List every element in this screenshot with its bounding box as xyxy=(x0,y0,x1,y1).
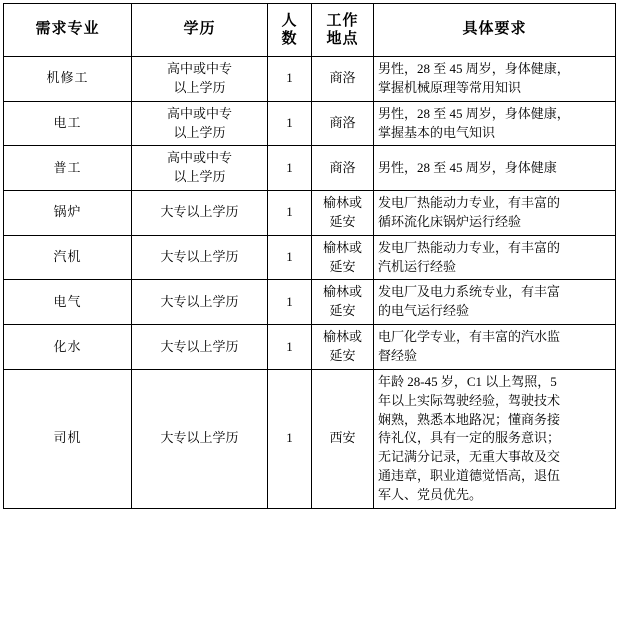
table-body xyxy=(4,57,616,509)
cell-major: 普工 xyxy=(4,146,132,191)
cell-education-line1: 大专以上学历 xyxy=(160,338,239,354)
cell-major: 司机 xyxy=(4,369,132,508)
requirement-line: 的电气运行经验 xyxy=(378,303,470,319)
cell-location-line1: 商洛 xyxy=(329,159,356,175)
header-major: 需求专业 xyxy=(4,4,132,57)
cell-count: 1 xyxy=(268,325,312,370)
header-count-line1: 人 xyxy=(281,13,298,29)
cell-education-line1: 高中或中专 xyxy=(166,61,232,76)
cell-location xyxy=(312,191,374,236)
header-requirements: 具体要求 xyxy=(374,4,616,57)
cell-location-line2: 延安 xyxy=(329,258,356,274)
requirement-line: 发电厂及电力系统专业，有丰富 xyxy=(378,284,561,300)
table-row xyxy=(4,235,616,280)
table-row xyxy=(4,191,616,236)
requirement-line: 汽机运行经验 xyxy=(378,258,457,274)
requirement-line: 电厂化学专业，有丰富的汽水监 xyxy=(378,329,561,345)
cell-count: 1 xyxy=(268,146,312,191)
cell-requirements xyxy=(374,146,616,191)
cell-count: 1 xyxy=(268,369,312,508)
cell-education xyxy=(132,325,268,370)
requirement-line: 娴熟，熟悉本地路况；懂商务接 xyxy=(378,411,561,427)
requirement-line: 男性，28 至 45 周岁，身体健康 xyxy=(378,159,557,175)
cell-education xyxy=(132,101,268,146)
table-header xyxy=(4,4,616,57)
cell-location xyxy=(312,146,374,191)
cell-location-line1: 榆林或 xyxy=(322,329,362,345)
cell-requirements xyxy=(374,325,616,370)
cell-count: 1 xyxy=(268,191,312,236)
requirement-line: 循环流化床锅炉运行经验 xyxy=(378,213,522,229)
cell-education-line1: 大专以上学历 xyxy=(160,249,239,265)
cell-location-line2: 延安 xyxy=(329,213,356,229)
cell-location-line1: 榆林或 xyxy=(322,239,362,255)
requirement-line: 军人、党员优先。 xyxy=(378,486,483,502)
header-count-line2: 数 xyxy=(281,31,298,47)
cell-count: 1 xyxy=(268,57,312,102)
cell-major: 机修工 xyxy=(4,57,132,102)
cell-location-line1: 商洛 xyxy=(329,115,356,131)
cell-major: 锅炉 xyxy=(4,191,132,236)
cell-location-line1: 榆林或 xyxy=(322,195,362,211)
table-row xyxy=(4,146,616,191)
cell-requirements xyxy=(374,235,616,280)
cell-location xyxy=(312,280,374,325)
cell-location-line2: 延安 xyxy=(329,347,356,363)
cell-education xyxy=(132,146,268,191)
table-row xyxy=(4,280,616,325)
header-education: 学历 xyxy=(132,4,268,57)
table-row xyxy=(4,325,616,370)
cell-location xyxy=(312,101,374,146)
cell-requirements xyxy=(374,191,616,236)
requirement-line: 通违章，职业道德觉悟高，退伍 xyxy=(378,468,561,484)
cell-education xyxy=(132,280,268,325)
cell-location-line2: 延安 xyxy=(329,303,356,319)
requirement-line: 督经验 xyxy=(378,347,418,363)
cell-education-line1: 大专以上学历 xyxy=(160,204,239,220)
requirement-line: 男性，28 至 45 周岁，身体健康， xyxy=(378,105,570,121)
header-location xyxy=(312,4,374,57)
cell-location-line1: 榆林或 xyxy=(322,284,362,300)
cell-requirements xyxy=(374,101,616,146)
cell-count: 1 xyxy=(268,101,312,146)
cell-major: 汽机 xyxy=(4,235,132,280)
cell-location xyxy=(312,325,374,370)
cell-education-line1: 大专以上学历 xyxy=(160,293,239,309)
cell-education-line1: 高中或中专 xyxy=(166,150,232,166)
cell-location xyxy=(312,369,374,508)
header-count xyxy=(268,4,312,57)
cell-major: 电工 xyxy=(4,101,132,146)
header-location-line1: 工作 xyxy=(326,13,359,29)
cell-education-line2: 以上学历 xyxy=(173,169,226,185)
header-location-line2: 地点 xyxy=(326,31,359,47)
cell-requirements xyxy=(374,57,616,102)
requirement-line: 掌握机械原理等常用知识 xyxy=(378,79,522,95)
requirement-line: 年以上实际驾驶经验，驾驶技术 xyxy=(378,392,561,408)
cell-education-line1: 高中或中专 xyxy=(166,105,232,121)
cell-major: 电气 xyxy=(4,280,132,325)
requirement-line: 无记满分记录，无重大事故及交 xyxy=(378,449,561,465)
requirement-line: 发电厂热能动力专业，有丰富的 xyxy=(378,239,561,255)
cell-education-line2: 以上学历 xyxy=(173,124,226,140)
cell-count: 1 xyxy=(268,280,312,325)
cell-location-line1: 西安 xyxy=(329,430,356,446)
cell-location xyxy=(312,57,374,102)
job-requirements-table xyxy=(3,3,616,509)
requirement-line: 发电厂热能动力专业，有丰富的 xyxy=(378,195,561,211)
cell-education-line2: 以上学历 xyxy=(173,79,226,95)
cell-education-line1: 大专以上学历 xyxy=(160,430,239,446)
requirement-line: 年龄 28-45 岁，C1 以上驾照，5 xyxy=(378,373,557,389)
requirement-line: 待礼仪，具有一定的服务意识； xyxy=(378,430,561,446)
cell-location-line1: 商洛 xyxy=(329,70,356,86)
cell-education xyxy=(132,57,268,102)
cell-education xyxy=(132,235,268,280)
cell-requirements xyxy=(374,280,616,325)
cell-count: 1 xyxy=(268,235,312,280)
cell-location xyxy=(312,235,374,280)
requirement-line: 男性，28 至 45 周岁，身体健康， xyxy=(378,61,570,76)
cell-major: 化水 xyxy=(4,325,132,370)
cell-education xyxy=(132,191,268,236)
requirement-line: 掌握基本的电气知识 xyxy=(378,124,496,140)
cell-education xyxy=(132,369,268,508)
cell-requirements xyxy=(374,369,616,508)
table-row xyxy=(4,369,616,508)
table-row xyxy=(4,101,616,146)
table-row xyxy=(4,57,616,102)
table-header-row xyxy=(4,4,616,57)
